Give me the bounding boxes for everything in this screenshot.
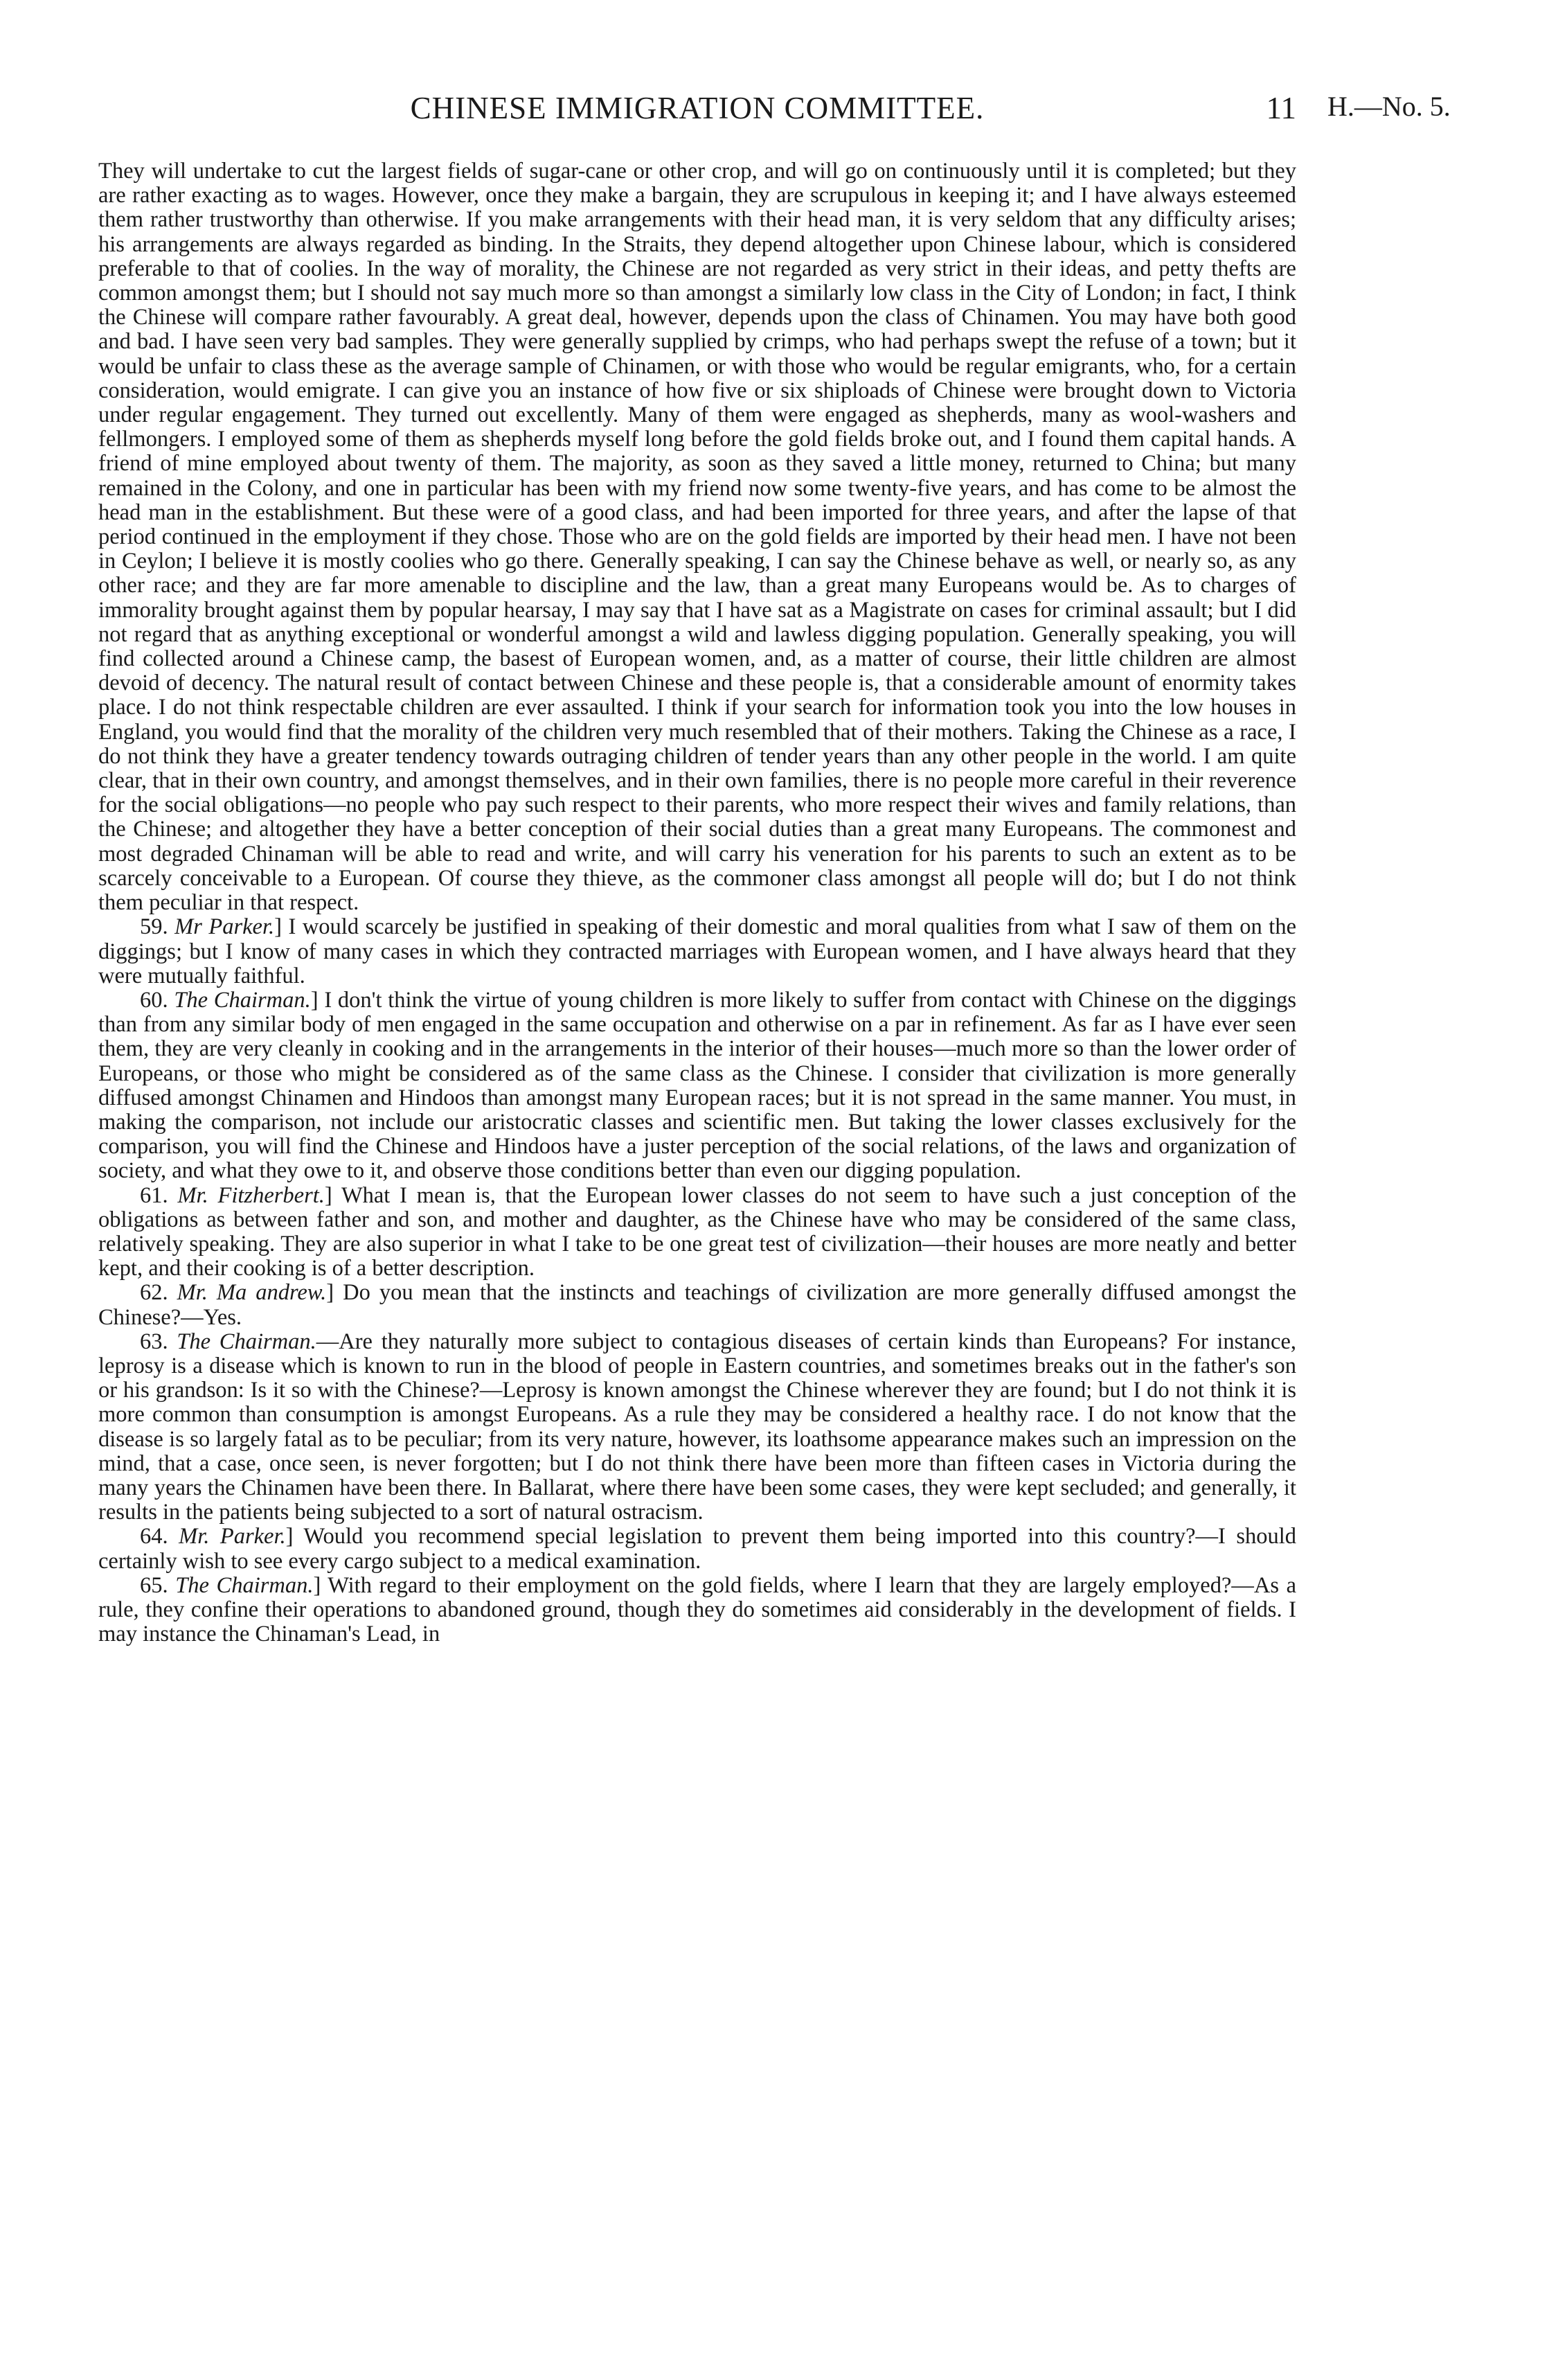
speaker-name: The Chairman. [175, 1572, 314, 1598]
question-number: 63. [140, 1329, 168, 1354]
question-number: 64. [140, 1524, 168, 1549]
paragraph: 62. Mr. Ma andrew.] Do you mean that the instincts and teachings of civilization are more generally diffused amongst the Chinese?—Yes. [98, 1280, 1296, 1330]
question-number: 59. [140, 914, 168, 940]
paragraph: 65. The Chairman.] With regard to their employment on the gold fields, where I learn that they are largely employed?—As a rule, they confine their operations to abandoned ground, though they do sometimes aid considerably in the development of fields. I may instance the Chinaman's Lead, in [98, 1572, 1296, 1647]
paragraph-text: I would scarcely be justified in speaking of their domestic and moral qualities from what I saw of them on the diggings; but I know of many cases in which they contracted marriages with European women, and I have always heard that they were mutually faithful. [98, 914, 1297, 988]
paragraph-text: They will undertake to cut the largest fields of sugar-cane or other crop, and will go on continuously until it is completed; but they are rather exacting as to wages. However, once they make a bargain, they are scrupulous in keeping it; and I have always esteemed them rather trustworthy than otherwise. If you make arrangements with their head man, it is very seldom that any difficulty arises; his arrangements are always regarded as binding. In the Straits, they depend altogether upon Chinese labour, which is considered preferable to that of coolies. In the way of morality, the Chinese are not regarded as very strict in their ideas, and petty thefts are common amongst them; but I should not say much more so than amongst a similarly low class in the City of London; in fact, I think the Chinese will compare rather favourably. A great deal, however, depends upon the class of Chinamen. You may have both good and bad. I have seen very bad samples. They were generally supplied by crimps, who had perhaps swept the refuse of a town; but it would be unfair to class these as the average sample of Chinamen, or with those who would be regular emigrants, who, for a certain consideration, would emigrate. I can give you an instance of how five or six shiploads of Chinese were brought down to Victoria under regular engagement. They turned out excellently. Many of them were engaged as shepherds, many as wool-washers and fellmongers. I employed some of them as shepherds myself long before the gold fields broke out, and I found them capital hands. A friend of mine employed about twenty of them. The majority, as soon as they saved a little money, returned to China; but many remained in the Colony, and one in particular has been with my friend now some twenty-five years, and has come to be almost the head man in the establishment. But these were of a good class, and had been imported for three years, and after the lapse of that period continued in the employment if they chose. Those who are on the gold fields are imported by their head men. I have not been in Ceylon; I believe it is mostly coolies who go there. Generally speaking, I can say the Chinese behave as well, or nearly so, as any other race; and they are far more amenable to discipline and the law, than a great many Europeans would be. As to charges of immorality brought against them by popular hearsay, I may say that I have sat as a Magistrate on cases for criminal assault; but I did not regard that as anything exceptional or wonderful amongst a wild and lawless digging population. Generally speaking, you will find collected around a Chinese camp, the basest of European women, and, as a matter of course, their little children are almost devoid of decency. The natural result of contact between Chinese and these people is, that a considerable amount of enormity takes place. I do not think respectable children are ever assaulted. I think if your search for information took you into the low houses in England, you would find that the morality of the children very much resembled that of their mothers. Taking the Chinese as a race, I do not think they have a greater tendency towards outraging children of tender years than any other people in the world. I am quite clear, that in their own country, and amongst themselves, and in their own families, there is no people more careful in their reverence for the social obligations—no people who pay such respect to their parents, who more respect their wives and family relations, than the Chinese; and altogether they have a better conception of their social duties than a great many Europeans. The commonest and most degraded Chinaman will be able to read and write, and will carry his veneration for his parents to such an extent as to be scarcely conceivable to a European. Of course they thieve, as the commoner class amongst all people will do; but I do not think them peculiar in that respect. [98, 159, 1296, 916]
paragraph-text: What I mean is, that the European lower classes do not seem to have such a just conception of the obligations as between father and son, and mother and daughter, as the Chinese have who may be considered of the same class, relatively speaking. They are also superior in what I take to be one great test of civilization—their houses are more neatly and better kept, and their cooking is of a better description. [98, 1182, 1296, 1281]
question-number: 62. [140, 1280, 168, 1306]
question-number: 65. [140, 1572, 168, 1598]
speaker-name: Mr Parker. [174, 914, 275, 940]
speaker-name: Mr. Fitzherbert. [177, 1182, 325, 1208]
speaker-name: The Chairman. [177, 1329, 316, 1354]
running-title: CHINESE IMMIGRATION COMMITTEE. [410, 91, 985, 125]
question-number: 60. [140, 987, 168, 1013]
question-number: 61. [140, 1182, 168, 1208]
paragraph-text: —Are they naturally more subject to contagious diseases of certain kinds than Europeans? For instance, leprosy is a disease which is known to run in the blood of people in Eastern countries, and sometimes breaks out in the father's son or his grandson: Is it so with the Chinese?—Leprosy is known amongst the Chinese wherever they are found; but I do not think it is more common than consumption is amongst Europeans. As a rule they may be considered a healthy race. I do not know that the disease is so largely fatal as to be peculiar; from its very nature, however, its loathsome appearance makes such an impression on the mind, that a case, once seen, is never forgotten; but I do not think there have been more than fifteen cases in Victoria during the many years the Chinamen have been there. In Ballarat, where there have been some cases, they were kept secluded; and generally, it results in the patients being subjected to a sort of natural ostracism. [98, 1329, 1297, 1525]
speaker-name: The Chairman. [174, 987, 311, 1013]
paragraph: 61. Mr. Fitzherbert.] What I mean is, that the European lower classes do not seem to have such a just conception of the obligations as between father and son, and mother and daughter, as the Chinese have who may be considered of the same class, relatively speaking. They are also superior in what I take to be one great test of civilization—their houses are more neatly and better kept, and their cooking is of a better description. [98, 1182, 1296, 1281]
speaker-name: Mr. Parker. [179, 1524, 286, 1549]
paragraph [98, 159, 1296, 915]
paragraph-text: Do you mean that the instincts and teachings of civilization are more generally diffused amongst the Chinese?—Yes. [98, 1280, 1296, 1330]
paragraph: 59. Mr Parker.] I would scarcely be justified in speaking of their domestic and moral qualities from what I saw of them on the diggings; but I know of many cases in which they contracted marriages with European women, and I have always heard that they were mutually faithful. [98, 914, 1297, 988]
page-header [98, 90, 1451, 133]
document-page [98, 90, 1451, 1647]
paragraph [98, 1330, 1296, 1525]
paragraph-text: With regard to their employment on the gold fields, where I learn that they are largely employed?—As a rule, they confine their operations to abandoned ground, though they do sometimes aid considerably in the development of fields. I may instance the Chinaman's Lead, in [98, 1572, 1296, 1647]
paragraph-text: Would you recommend special legislation to prevent them being imported into this country?—I should certainly wish to see every cargo subject to a medical examination. [98, 1524, 1296, 1574]
series-number: H.—No. 5. [1327, 91, 1451, 122]
speaker-name: Mr. Ma andrew. [177, 1280, 327, 1306]
body-text [98, 159, 1296, 1646]
paragraph: 64. Mr. Parker.] Would you recommend special legislation to prevent them being imported into this country?—I should certainly wish to see every cargo subject to a medical examination. [98, 1524, 1296, 1574]
paragraph-text: I don't think the virtue of young children is more likely to suffer from contact with Chinese on the diggings than from any similar body of men engaged in the same occupation and otherwise on a par in refinement. As far as I have ever seen them, they are very cleanly in cooking and in the arrangements in the interior of their houses—much more so than the lower order of Europeans, or those who might be considered as of the same class as the Chinese. I consider that civilization is more generally diffused amongst Chinamen and Hindoos than amongst many European races; but it is not spread in the same manner. You must, in making the comparison, not include our aristocratic classes and scientific men. But taking the lower classes exclusively for the comparison, you will find the Chinese and Hindoos have a juster perception of the social relations, of the laws and organization of society, and what they owe to it, and observe those conditions better than even our digging population. [98, 987, 1297, 1184]
paragraph: 60. The Chairman.] I don't think the virtue of young children is more likely to suffer from contact with Chinese on the diggings than from any similar body of men engaged in the same occupation and otherwise on a par in refinement. As far as I have ever seen them, they are very cleanly in cooking and in the arrangements in the interior of their houses—much more so than the lower order of Europeans, or those who might be considered as of the same class as the Chinese. I consider that civilization is more generally diffused amongst Chinamen and Hindoos than amongst many European races; but it is not spread in the same manner. You must, in making the comparison, not include our aristocratic classes and scientific men. But taking the lower classes exclusively for the comparison, you will find the Chinese and Hindoos have a juster perception of the social relations, of the laws and organization of society, and what they owe to it, and observe those conditions better than even our digging population. [98, 987, 1297, 1184]
page-number: 11 [1266, 91, 1296, 125]
